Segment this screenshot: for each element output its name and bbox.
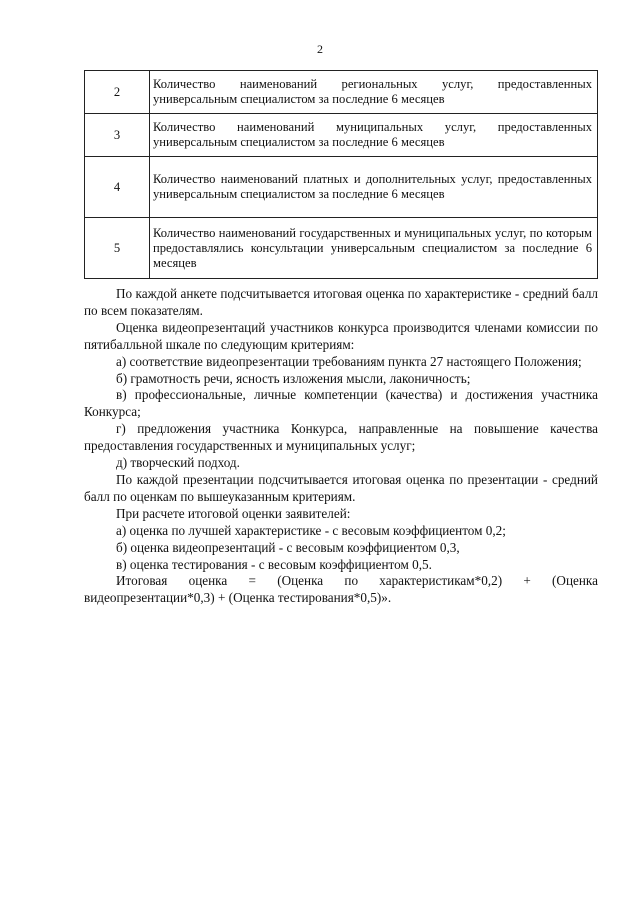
criterion-item: в) профессиональные, личные компетенции (качества) и достижения участника Конкурса; (84, 387, 598, 420)
weight-item: в) оценка тестирования - с весовым коэффициентом 0,5. (116, 556, 432, 572)
paragraph: По каждой презентации подсчитывается итоговая оценка по презентации - средний балл по оценкам по вышеуказанным критериям. (84, 471, 598, 504)
paragraph: Оценка видеопрезентаций участников конкурса производится членами комиссии по пятибалльной шкале по следующим критериям: (84, 319, 598, 352)
weight-item: а) оценка по лучшей характеристике - с весовым коэффициентом 0,2; (116, 522, 506, 538)
row-number: 5 (85, 218, 150, 279)
row-number: 4 (85, 157, 150, 218)
table-row (85, 157, 598, 218)
row-description: Количество наименований платных и дополнительных услуг, предоставленных универсальным специалистом за последние 6 месяцев (150, 157, 598, 218)
table-row (85, 218, 598, 279)
criteria-table (84, 70, 598, 279)
formula-paragraph: Итоговая оценка = (Оценка по характеристикам*0,2) + (Оценка видеопрезентации*0,3) + (Оценка тестирования*0,5)». (84, 573, 598, 606)
table-row (85, 114, 598, 157)
weight-item: б) оценка видеопрезентаций - с весовым коэффициентом 0,3, (116, 539, 460, 555)
paragraph: По каждой анкете подсчитывается итоговая оценка по характеристике - средний балл по всем показателям. (84, 286, 598, 318)
row-description: Количество наименований муниципальных услуг, предоставленных универсальным специалистом за последние 6 месяцев (150, 114, 598, 157)
row-description: Количество наименований региональных услуг, предоставленных универсальным специалистом за последние 6 месяцев (150, 71, 598, 114)
paragraph: При расчете итоговой оценки заявителей: (116, 505, 351, 521)
body-text (84, 286, 598, 607)
criterion-item: д) творческий подход. (116, 455, 240, 471)
row-description: Количество наименований государственных и муниципальных услуг, по которым предоставлялись консультации универсальным специалистом за последние 6 месяцев (150, 218, 598, 279)
page-number: 2 (317, 42, 323, 56)
table-row (85, 71, 598, 114)
row-number: 2 (85, 71, 150, 114)
criterion-item: б) грамотность речи, ясность изложения мысли, лаконичность; (116, 370, 471, 386)
criterion-item: г) предложения участника Конкурса, направленные на повышение качества предоставления государственных и муниципальных услуг; (84, 421, 598, 454)
row-number: 3 (85, 114, 150, 157)
criterion-item: а) соответствие видеопрезентации требованиям пункта 27 настоящего Положения; (116, 353, 582, 369)
